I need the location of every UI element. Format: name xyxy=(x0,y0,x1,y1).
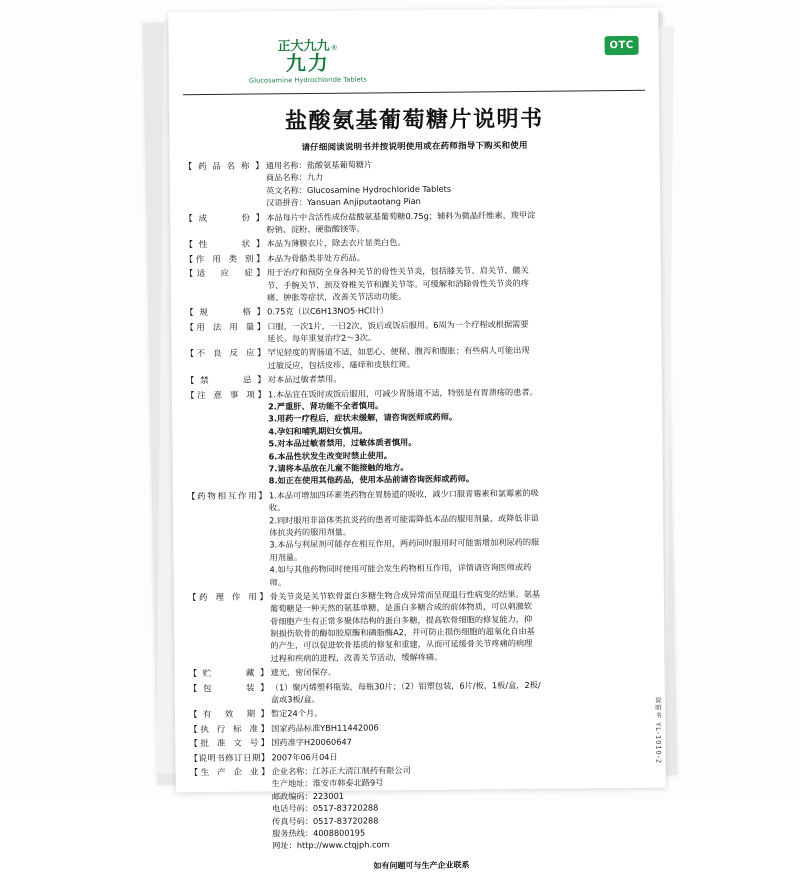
insert-section xyxy=(185,344,647,373)
section-body xyxy=(271,734,651,750)
section-label: 【禁 忌】 xyxy=(185,375,266,387)
section-line: 葡萄糖是一种天然的氨基单糖，是蛋白多糖合成的前体物质，可以刺激软 xyxy=(269,601,533,614)
section-line: 本品为薄膜衣片，除去衣片显类白色。 xyxy=(266,237,406,249)
section-body xyxy=(272,763,653,853)
section-line: 骨关节炎是关节软骨蛋白多糖生物合成异常而呈现退行性病变的结果。氨基 xyxy=(269,588,541,602)
section-body xyxy=(266,208,646,236)
section-line: 5.对本品过敏者禁用，过敏体质者慎用。 xyxy=(268,437,417,449)
section-label: 【药物相互作用】 xyxy=(186,491,267,502)
section-label: 【用 法 用 量】 xyxy=(185,322,266,333)
product-brand-name-cn: 九力 xyxy=(285,50,330,76)
section-line: 生产地址：淮安市韩泰北路9号 xyxy=(271,777,384,789)
section-label: 【不 良 反 应】 xyxy=(185,348,266,360)
section-label: 【药 理 作 用】 xyxy=(187,592,268,604)
insert-section xyxy=(188,588,651,667)
otc-badge: OTC xyxy=(605,36,639,55)
section-label: 【批 准 文 号】 xyxy=(189,738,270,750)
section-line: 骨细胞产生有正常多聚体结构的蛋白多糖，提高软骨细胞的修复能力，抑 xyxy=(270,613,533,627)
registered-trademark-icon: ® xyxy=(330,43,338,52)
section-body xyxy=(267,264,647,305)
section-line: 1.本品可增加四环素类药物在胃肠道的吸收，减少口服青霉素和氯霉素的吸 xyxy=(268,487,539,501)
section-line: 英文名称：Glucosamine Hydrochloride Tablets xyxy=(265,183,452,196)
section-body xyxy=(271,748,651,764)
section-line: 2007年06月04日 xyxy=(271,751,338,762)
insert-sections xyxy=(184,157,653,854)
section-body xyxy=(269,487,650,590)
section-line: 本品为骨骼类非处方药品。 xyxy=(266,252,365,264)
section-line: 1.本品宜在饭时或饭后服用，可减少胃肠道不适，特别是有胃溃疡的患者。 xyxy=(267,386,538,400)
section-body xyxy=(267,317,647,345)
section-line: 企业名称：江苏正大清江制药有限公司 xyxy=(271,765,411,777)
section-body xyxy=(270,588,651,666)
section-line: 痛、肿胀等症状，改善关节活动功能。 xyxy=(266,291,407,303)
section-body xyxy=(267,344,647,372)
section-line: 2.严重肝、肾功能不全者慎用。 xyxy=(268,400,384,412)
company-name-cn: 正大九九 xyxy=(277,38,330,55)
insert-section xyxy=(187,487,650,591)
section-line: 通用名称：盐酸氨基葡萄糖片 xyxy=(265,159,373,171)
section-label: 【成 份】 xyxy=(184,213,265,224)
section-label: 【执 行 标 准】 xyxy=(189,724,270,735)
section-line: 4.孕妇和哺乳期妇女慎用。 xyxy=(268,425,368,437)
section-body xyxy=(268,385,649,488)
section-body xyxy=(271,720,651,736)
insert-section xyxy=(185,264,647,306)
section-line: 本品每片中含活性成份盐酸氨基葡萄糖0.75g；辅料为微晶纤维素、羧甲淀 xyxy=(266,209,536,223)
section-line: 过敏反应，包括皮疹、瘙痒和皮肤红斑。 xyxy=(267,358,416,371)
section-line: 4.如与其他药物同时使用可能会发生药物相互作用，详情请咨询医师或药 xyxy=(269,562,532,575)
section-label: 【规 格】 xyxy=(185,307,266,319)
section-line: 延长。每年重复治疗2～3次。 xyxy=(267,332,377,344)
section-line: 罕见轻度的胃肠道不适，如恶心、便秘、腹泻和腹胀；有些病人可能出现 xyxy=(267,345,530,358)
section-line: 国药准字H20060647 xyxy=(271,736,352,748)
brand-header xyxy=(182,30,645,92)
section-label: 【作 用 类 别】 xyxy=(184,254,265,265)
section-line: 传真号码：0517-83720288 xyxy=(271,814,379,826)
section-line: 制损伤软骨的酶如胶原酶和磷脂酶A2，并可防止损伤细胞的超氧化自由基 xyxy=(270,625,535,639)
section-label: 【包 装】 xyxy=(188,683,269,694)
side-code: 说明书 YL-1010-2 xyxy=(653,696,663,764)
section-line: 对本品过敏者禁用。 xyxy=(267,373,342,385)
section-line: 遮光，密闭保存。 xyxy=(270,667,337,678)
section-line: 用于治疗和预防全身各种关节的骨性关节炎，包括膝关节、肩关节、髋关 xyxy=(266,265,529,278)
insert-section xyxy=(184,157,646,211)
section-line: 口服，一次1片，一日2次，饭后或饭后服用。6周为一个疗程或根据需要 xyxy=(267,318,529,332)
section-line: 国家药品标准YBH11442006 xyxy=(271,722,379,734)
section-body xyxy=(268,371,648,387)
insert-section xyxy=(186,385,649,489)
section-body xyxy=(267,250,647,266)
section-label: 【说明书修订日期】 xyxy=(189,753,270,764)
section-body xyxy=(271,705,651,721)
section-line: 6.本品性状发生改变时禁止使用。 xyxy=(268,449,393,462)
section-label: 【有 效 期】 xyxy=(188,709,270,721)
brand-logo xyxy=(212,34,402,85)
section-line: 暂定24个月。 xyxy=(270,708,323,719)
section-line: 3.用药一疗程后，症状未缓解，请咨询医师或药师。 xyxy=(268,412,458,424)
insert-content xyxy=(182,30,651,871)
insert-section xyxy=(190,763,653,854)
section-body xyxy=(266,235,646,251)
insert-section xyxy=(185,317,647,346)
section-line: 服务热线：4008800195 xyxy=(272,827,366,839)
section-body xyxy=(266,157,646,210)
section-line: 商品名称：九力 xyxy=(265,172,324,183)
section-label: 【性 状】 xyxy=(184,239,265,251)
product-name-en: Glucosamine Hydrochloride Tablets xyxy=(248,75,367,85)
section-line: 汉语拼音：Yansuan Anjiputaotang Pian xyxy=(266,196,421,208)
section-body xyxy=(267,303,647,319)
section-line: 网址：http://www.ctqjph.com xyxy=(272,839,390,851)
section-line: 盒或3板/盒。 xyxy=(270,693,320,705)
section-line: 体抗炎药的服用剂量。 xyxy=(269,526,352,538)
section-label: 【药品名称】 xyxy=(183,161,264,173)
section-line: 师。 xyxy=(269,576,287,587)
section-line: 过程和疾病的进程，改善关节活动，缓解疼痛。 xyxy=(270,651,443,664)
section-line: 7.请将本品放在儿童不能接触的地方。 xyxy=(268,462,409,474)
section-line: 节、手腕关节、颈及脊椎关节和踝关节等。可缓解和消除骨性关节炎的疼 xyxy=(266,277,529,290)
section-line: 粉钠、淀粉、硬脂酸镁等。 xyxy=(266,223,365,235)
section-line: 的产生，可以促进软骨基质的修复和重建，从而可延缓骨关节疼痛的病理 xyxy=(270,638,533,651)
page-title: 盐酸氨基葡萄糖片说明书 xyxy=(284,106,544,135)
section-line: （1）聚丙烯塑料瓶装，每瓶30片；（2）铝塑包装，6片/板，1板/盒，2板/ xyxy=(270,679,541,693)
section-line: 收。 xyxy=(268,502,286,513)
section-line: 邮政编码：223001 xyxy=(271,790,345,802)
section-line: 电话号码：0517-83720288 xyxy=(271,802,379,814)
page-subtitle: 请仔细阅读说明书并按说明使用或在药师指导下购买和使用 xyxy=(301,140,528,154)
section-line: 0.75克（以C6H13NO5·HCl计） xyxy=(267,305,389,317)
medicine-package-insert xyxy=(168,8,665,871)
section-body xyxy=(271,678,651,706)
section-label: 【贮 藏】 xyxy=(188,668,269,680)
section-line: 3.本品与利尿剂可能存在相互作用，两药同时服用时可能需增加利尿药的服 xyxy=(269,537,540,550)
section-line: 8.如正在使用其他药品，使用本品前请咨询医师或药师。 xyxy=(268,473,475,486)
footer-note: 如有问题可与生产企业联系 xyxy=(373,860,470,871)
section-label: 【适 应 症】 xyxy=(184,268,265,280)
section-label: 【注 意 事 项】 xyxy=(185,390,266,401)
insert-section xyxy=(189,678,651,707)
section-line: 用剂量。 xyxy=(269,551,303,563)
section-body xyxy=(271,664,651,680)
section-line: 2.同时服用非甾体类抗炎药的患者可能需降低本品的服用剂量，或降低非甾 xyxy=(269,512,540,525)
insert-section xyxy=(184,208,646,237)
section-label: 【生 产 企 业】 xyxy=(189,767,270,779)
